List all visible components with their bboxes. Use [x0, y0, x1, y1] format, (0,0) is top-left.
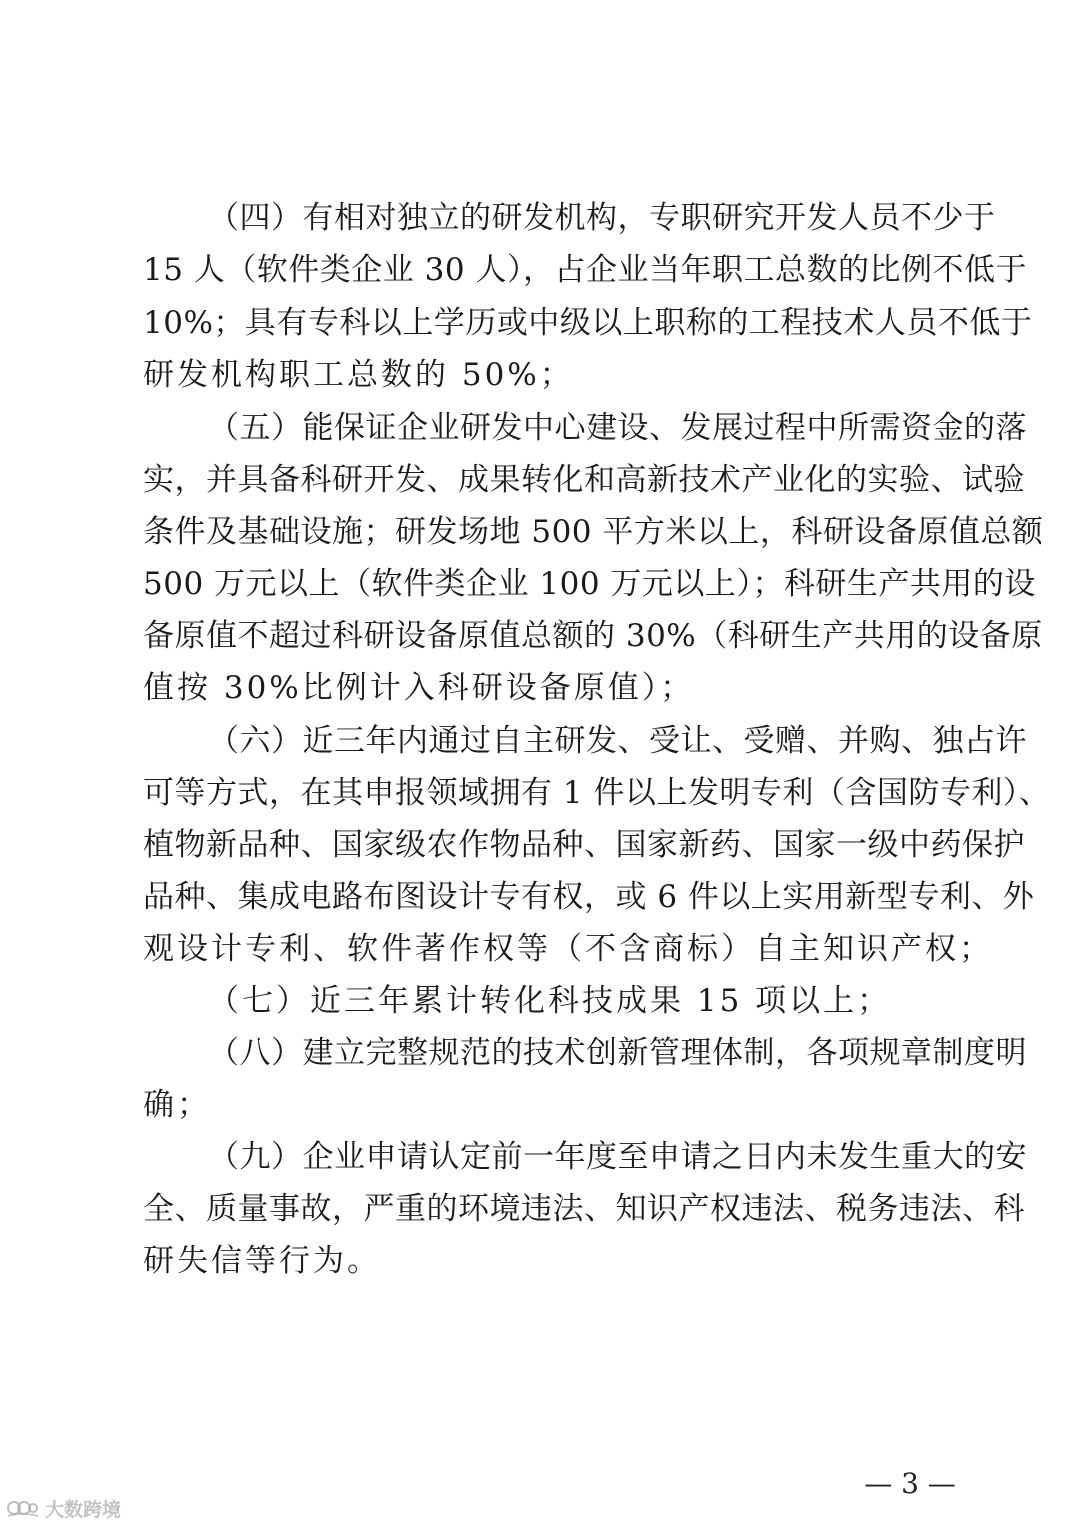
paragraph-5-line-5: 备原值不超过科研设备原值总额的 30%（科研生产共用的设备原	[143, 618, 1043, 654]
paragraph-5-line-4: 500 万元以上（软件类企业 100 万元以上）；科研生产共用的设	[143, 566, 1036, 602]
paragraph-6-line-5: 观设计专利、软件著作权等（不含商标）自主知识产权；	[143, 931, 993, 967]
paragraph-6-line-1: （六）近三年内通过自主研发、受让、受赠、并购、独占许	[208, 723, 1027, 759]
paragraph-4-line-4: 研发机构职工总数的 50%；	[143, 357, 574, 393]
paragraph-9-line-3: 研失信等行为。	[143, 1243, 381, 1279]
paragraph-5-line-2: 实，并具备科研开发、成果转化和高新技术产业化的实验、试验	[143, 462, 1025, 498]
paragraph-7-line-1: （七）近三年累计转化科技成果 15 项以上；	[208, 983, 892, 1019]
paragraph-5-line-6: 值按 30%比例计入科研设备原值）；	[143, 670, 695, 706]
watermark-logo-icon	[6, 1496, 40, 1520]
paragraph-8-line-1: （八）建立完整规范的技术创新管理体制，各项规章制度明	[208, 1035, 1027, 1071]
paragraph-9-line-2: 全、质量事故，严重的环境违法、知识产权违法、税务违法、科	[143, 1191, 1025, 1227]
paragraph-4-line-2: 15 人（软件类企业 30 人），占企业当年职工总数的比例不低于	[143, 252, 1027, 288]
paragraph-6-line-2: 可等方式，在其申报领域拥有 1 件以上发明专利（含国防专利）、	[143, 775, 1051, 811]
paragraph-6-line-4: 品种、集成电路布图设计专有权，或 6 件以上实用新型专利、外	[143, 879, 1035, 915]
paragraph-9-line-1: （九）企业申请认定前一年度至申请之日内未发生重大的安	[208, 1139, 1027, 1175]
paragraph-4-line-1: （四）有相对独立的研发机构，专职研究开发人员不少于	[208, 200, 996, 236]
paragraph-8-line-2: 确；	[143, 1087, 211, 1123]
paragraph-5-line-1: （五）能保证企业研发中心建设、发展过程中所需资金的落	[208, 410, 1027, 446]
watermark-text: 大数跨境	[45, 1498, 122, 1521]
paragraph-6-line-3: 植物新品种、国家级农作物品种、国家新药、国家一级中药保护	[143, 827, 1025, 863]
watermark	[6, 1494, 121, 1522]
paragraph-4-line-3: 10%；具有专科以上学历或中级以上职称的工程技术人员不低于	[143, 305, 1033, 341]
page-number: — 3 —	[864, 1467, 956, 1500]
paragraph-5-line-3: 条件及基础设施；研发场地 500 平方米以上，科研设备原值总额	[143, 514, 1044, 550]
